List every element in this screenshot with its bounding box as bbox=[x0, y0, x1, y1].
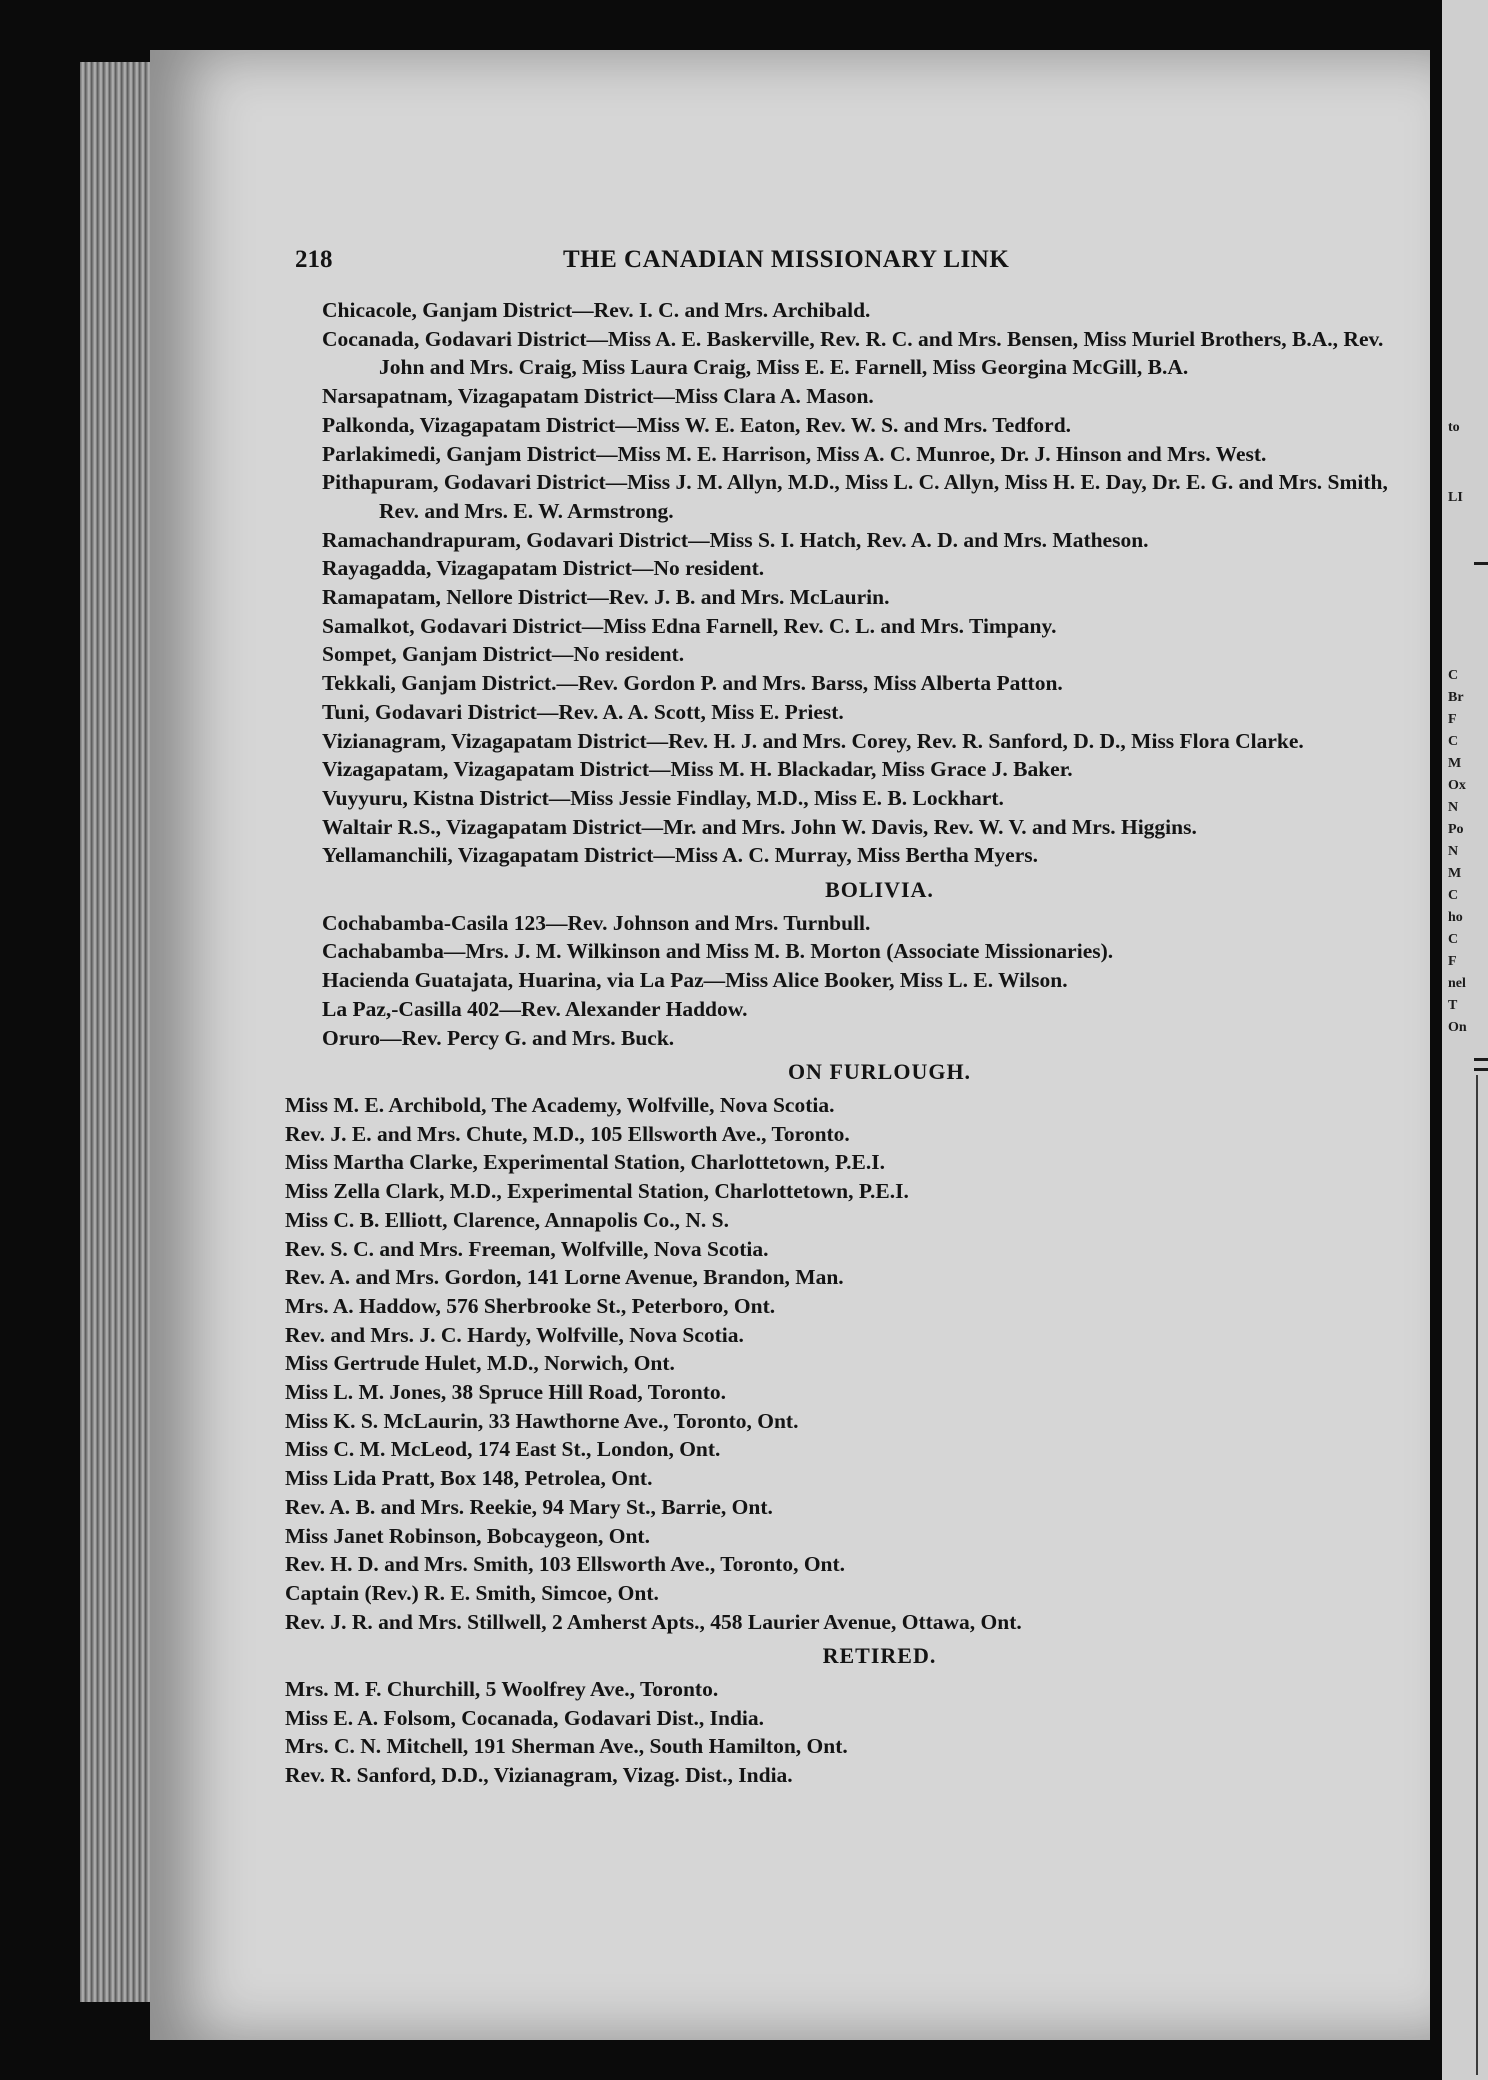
furlough-entry: Miss L. M. Jones, 38 Spruce Hill Road, Toronto. bbox=[285, 1380, 727, 1405]
adjacent-fragment: Po bbox=[1448, 822, 1464, 837]
book-page-edges bbox=[80, 62, 160, 2002]
page-header bbox=[295, 246, 1095, 280]
retired-heading: RETIRED. bbox=[822, 1643, 937, 1669]
adjacent-fragment: to bbox=[1448, 420, 1460, 435]
adjacent-fragment: C bbox=[1448, 888, 1459, 903]
adjacent-fragment: F bbox=[1448, 712, 1457, 727]
furlough-entry: Rev. J. R. and Mrs. Stillwell, 2 Amherst Apts., 458 Laurier Avenue, Ottawa, Ont. bbox=[285, 1609, 1022, 1634]
furlough-entry: Miss Janet Robinson, Bobcaygeon, Ont. bbox=[285, 1523, 650, 1548]
station-entry: Tekkali, Ganjam District.—Rev. Gordon P. and Mrs. Barss, Miss Alberta Patton. bbox=[322, 671, 1063, 696]
adjacent-fragment: On bbox=[1448, 1020, 1467, 1035]
adjacent-fragment: T bbox=[1448, 998, 1458, 1013]
adjacent-border-line bbox=[1476, 1075, 1478, 2075]
adjacent-fragment: C bbox=[1448, 932, 1459, 947]
station-entry: Rayagadda, Vizagapatam District—No resident. bbox=[322, 556, 765, 581]
station-entry: Tuni, Godavari District—Rev. A. A. Scott, Miss E. Priest. bbox=[322, 699, 844, 724]
bolivia-entry: La Paz,-Casilla 402—Rev. Alexander Haddow. bbox=[322, 996, 748, 1021]
retired-entry: Mrs. C. N. Mitchell, 191 Sherman Ave., South Hamilton, Ont. bbox=[285, 1734, 848, 1759]
adjacent-fragment: Ox bbox=[1448, 778, 1466, 793]
station-entry: Waltair R.S., Vizagapatam District—Mr. and Mrs. John W. Davis, Rev. W. V. and Mrs. Higgins. bbox=[322, 814, 1197, 839]
running-title: THE CANADIAN MISSIONARY LINK bbox=[563, 246, 1010, 273]
station-entry: Ramachandrapuram, Godavari District—Miss S. I. Hatch, Rev. A. D. and Mrs. Matheson. bbox=[322, 527, 1149, 552]
bolivia-list bbox=[322, 909, 1397, 1053]
station-entry: Chicacole, Ganjam District—Rev. I. C. and Mrs. Archibald. bbox=[322, 298, 871, 322]
adjacent-fragment: ho bbox=[1448, 910, 1463, 925]
adjacent-page bbox=[1432, 0, 1488, 2080]
station-entry: Samalkot, Godavari District—Miss Edna Farnell, Rev. C. L. and Mrs. Timpany. bbox=[322, 613, 1057, 638]
adjacent-fragment: M bbox=[1448, 756, 1462, 771]
furlough-entry: Rev. A. B. and Mrs. Reekie, 94 Mary St., Barrie, Ont. bbox=[285, 1494, 773, 1519]
adjacent-fragment: C bbox=[1448, 668, 1459, 683]
station-entry: Cocanada, Godavari District—Miss A. E. Baskerville, Rev. R. C. and Mrs. Bensen, Miss Muriel Brothers, B.A., Rev. John and Mrs. Craig, Miss Laura Craig, Miss E. E. Farnell, Miss Georgina McGill, B.A. bbox=[322, 326, 1384, 380]
adjacent-rule bbox=[1474, 1058, 1488, 1061]
adjacent-rule bbox=[1474, 1068, 1488, 1071]
page-content bbox=[285, 296, 1397, 1790]
furlough-entry: Mrs. A. Haddow, 576 Sherbrooke St., Peterboro, Ont. bbox=[285, 1293, 776, 1318]
furlough-entry: Rev. S. C. and Mrs. Freeman, Wolfville, Nova Scotia. bbox=[285, 1236, 769, 1261]
stations-list bbox=[322, 296, 1397, 870]
furlough-entry: Miss Martha Clarke, Experimental Station, Charlottetown, P.E.I. bbox=[285, 1150, 885, 1175]
furlough-entry: Miss Lida Pratt, Box 148, Petrolea, Ont. bbox=[285, 1466, 653, 1491]
page-number: 218 bbox=[295, 246, 333, 273]
furlough-entry: Captain (Rev.) R. E. Smith, Simcoe, Ont. bbox=[285, 1580, 659, 1605]
adjacent-fragment: C bbox=[1448, 734, 1459, 749]
furlough-list bbox=[285, 1091, 1397, 1636]
adjacent-fragment: M bbox=[1448, 866, 1462, 881]
retired-entry: Miss E. A. Folsom, Cocanada, Godavari Dist., India. bbox=[285, 1705, 765, 1730]
furlough-entry: Miss M. E. Archibold, The Academy, Wolfville, Nova Scotia. bbox=[285, 1092, 835, 1117]
adjacent-fragment: LI bbox=[1448, 490, 1463, 505]
station-entry: Narsapatnam, Vizagapatam District—Miss Clara A. Mason. bbox=[322, 384, 874, 409]
furlough-entry: Rev. A. and Mrs. Gordon, 141 Lorne Avenue, Brandon, Man. bbox=[285, 1265, 844, 1290]
station-entry: Yellamanchili, Vizagapatam District—Miss A. C. Murray, Miss Bertha Myers. bbox=[322, 843, 1038, 868]
station-entry: Ramapatam, Nellore District—Rev. J. B. and Mrs. McLaurin. bbox=[322, 585, 890, 610]
furlough-entry: Rev. J. E. and Mrs. Chute, M.D., 105 Ellsworth Ave., Toronto. bbox=[285, 1121, 850, 1146]
station-entry: Vizagapatam, Vizagapatam District—Miss M. H. Blackadar, Miss Grace J. Baker. bbox=[322, 757, 1073, 782]
furlough-entry: Rev. H. D. and Mrs. Smith, 103 Ellsworth Ave., Toronto, Ont. bbox=[285, 1552, 846, 1577]
bolivia-entry: Cochabamba-Casila 123—Rev. Johnson and Mrs. Turnbull. bbox=[322, 910, 871, 935]
furlough-entry: Miss C. B. Elliott, Clarence, Annapolis Co., N. S. bbox=[285, 1207, 729, 1232]
furlough-entry: Miss C. M. McLeod, 174 East St., London, Ont. bbox=[285, 1437, 721, 1462]
adjacent-fragment: F bbox=[1448, 954, 1457, 969]
station-entry: Palkonda, Vizagapatam District—Miss W. E. Eaton, Rev. W. S. and Mrs. Tedford. bbox=[322, 412, 1072, 437]
bolivia-entry: Cachabamba—Mrs. J. M. Wilkinson and Miss M. B. Morton (Associate Missionaries). bbox=[322, 939, 1114, 964]
bolivia-heading: BOLIVIA. bbox=[825, 877, 934, 903]
retired-entry: Mrs. M. F. Churchill, 5 Woolfrey Ave., Toronto. bbox=[285, 1677, 719, 1702]
adjacent-fragment: nel bbox=[1448, 976, 1466, 991]
retired-entry: Rev. R. Sanford, D.D., Vizianagram, Vizag. Dist., India. bbox=[285, 1763, 793, 1788]
bolivia-entry: Hacienda Guatajata, Huarina, via La Paz—Miss Alice Booker, Miss L. E. Wilson. bbox=[322, 968, 1068, 993]
bolivia-entry: Oruro—Rev. Percy G. and Mrs. Buck. bbox=[322, 1025, 675, 1050]
station-entry: Parlakimedi, Ganjam District—Miss M. E. Harrison, Miss A. C. Munroe, Dr. J. Hinson and Mrs. West. bbox=[322, 441, 1267, 466]
furlough-entry: Rev. and Mrs. J. C. Hardy, Wolfville, Nova Scotia. bbox=[285, 1322, 744, 1347]
furlough-heading: ON FURLOUGH. bbox=[787, 1059, 972, 1085]
station-entry: Vuyyuru, Kistna District—Miss Jessie Findlay, M.D., Miss E. B. Lockhart. bbox=[322, 785, 1004, 810]
station-entry: Pithapuram, Godavari District—Miss J. M. Allyn, M.D., Miss L. C. Allyn, Miss H. E. Day, Dr. E. G. and Mrs. Smith, Rev. and Mrs. E. W. Armstrong. bbox=[322, 470, 1388, 523]
furlough-entry: Miss Gertrude Hulet, M.D., Norwich, Ont. bbox=[285, 1351, 675, 1376]
adjacent-fragment: N bbox=[1448, 800, 1459, 815]
furlough-entry: Miss K. S. McLaurin, 33 Hawthorne Ave., Toronto, Ont. bbox=[285, 1408, 799, 1433]
retired-list bbox=[285, 1675, 1397, 1790]
adjacent-fragment: Br bbox=[1448, 690, 1464, 705]
station-entry: Sompet, Ganjam District—No resident. bbox=[322, 642, 685, 667]
adjacent-fragment: N bbox=[1448, 844, 1459, 859]
station-entry: Vizianagram, Vizagapatam District—Rev. H. J. and Mrs. Corey, Rev. R. Sanford, D. D., Miss Flora Clarke. bbox=[322, 728, 1304, 753]
furlough-entry: Miss Zella Clark, M.D., Experimental Station, Charlottetown, P.E.I. bbox=[285, 1179, 909, 1204]
adjacent-rule bbox=[1474, 562, 1488, 565]
